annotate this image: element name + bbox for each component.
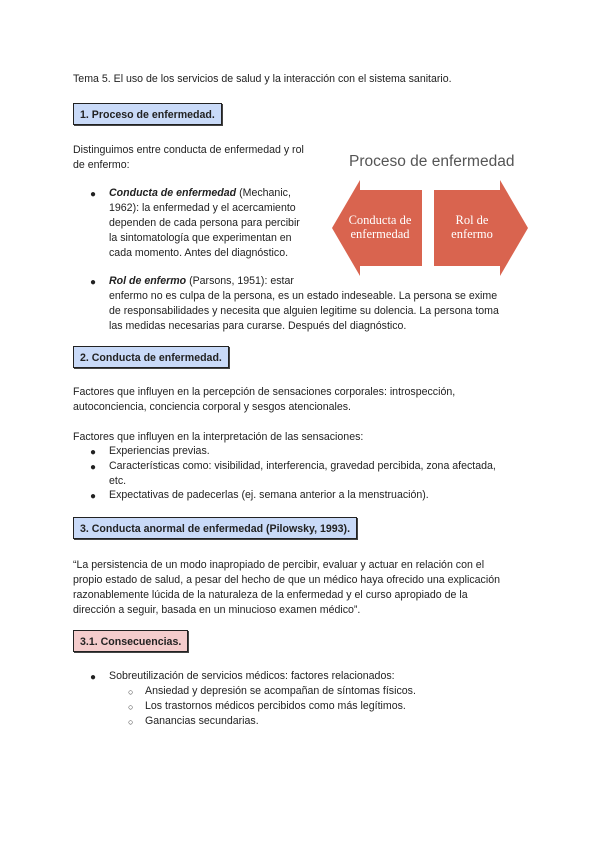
- section-3-1-heading: 3.1. Consecuencias.: [73, 630, 188, 652]
- s3-quote-line-3: razonablemente lúcida de la naturaleza de la enfermedad y el curso apropiado de la: [73, 589, 468, 601]
- b1-line-1: (Mechanic,: [236, 187, 291, 199]
- b2-line-4: las medidas necesarias para curarse. Después del diagnóstico.: [109, 320, 407, 332]
- section-2-heading: 2. Conducta de enfermedad.: [73, 346, 229, 368]
- right-arrow-text-1: Rol de: [455, 213, 489, 227]
- s2-bullet-2-line-2: etc.: [109, 475, 127, 487]
- s2-bullet-3: Expectativas de padecerlas (ej. semana anterior a la menstruación).: [109, 489, 429, 501]
- b2-term: Rol de enfermo: [109, 275, 187, 287]
- b1-line-2: 1962): la enfermedad y el acercamiento: [109, 202, 296, 214]
- left-arrow-text-1: Conducta de: [348, 213, 412, 227]
- b2-line-1: (Parsons, 1951): estar: [186, 275, 294, 287]
- bullet-dot: ●: [90, 672, 97, 683]
- b1-line-5: cada momento. Antes del diagnóstico.: [109, 247, 289, 259]
- s2-bullet-2-line-1: Características como: visibilidad, interferencia, gravedad percibida, zona afectada,: [109, 460, 496, 472]
- right-arrow-text-2: enfermo: [451, 227, 493, 241]
- bullet-dot: ●: [90, 491, 97, 502]
- sub-bullet-circle: ○: [128, 702, 134, 712]
- s2-p1-line-2: autoconciencia, conciencia corporal y sesgos atencionales.: [73, 401, 351, 413]
- s3-quote-line-4: dirección a seguir, basada en un minucioso examen médico”.: [73, 604, 361, 616]
- s2-bullet-1: Experiencias previas.: [109, 445, 210, 457]
- s1-intro-line-1: Distinguimos entre conducta de enfermedad y rol: [73, 144, 304, 156]
- bullet-dot: ●: [90, 277, 97, 288]
- sub-bullet-circle: ○: [128, 687, 134, 697]
- s2-p2: Factores que influyen en la interpretación de las sensaciones:: [73, 431, 364, 443]
- s1-bullet-1: [109, 186, 313, 261]
- s2-p1-line-1: Factores que influyen en la percepción de sensaciones corporales: introspección,: [73, 386, 456, 398]
- s31-sub-3: Ganancias secundarias.: [145, 715, 259, 727]
- section-1-heading: 1. Proceso de enfermedad.: [73, 103, 222, 125]
- s3-quote-line-2: propio estado de salud, a pesar del hecho de que un médico haya ofrecido una explicación: [73, 574, 500, 586]
- b1-line-4: la sintomatología que experimentan en: [109, 232, 292, 244]
- b2-line-3: de responsabilidades y necesita que alguien legitime su dolencia. La persona toma: [109, 305, 499, 317]
- bullet-dot: ●: [90, 447, 97, 458]
- document-title: Tema 5. El uso de los servicios de salud y la interacción con el sistema sanitario.: [73, 73, 452, 85]
- s3-quote-line-1: “La persistencia de un modo inapropiado de percibir, evaluar y actuar en relación con el: [73, 559, 485, 571]
- section-3-heading: 3. Conducta anormal de enfermedad (Pilowsky, 1993).: [73, 517, 357, 539]
- left-arrow-text-2: enfermedad: [350, 227, 410, 241]
- s1-bullet-2: [109, 274, 527, 334]
- bullet-dot: ●: [90, 189, 97, 200]
- b1-term: Conducta de enfermedad: [109, 187, 237, 199]
- sub-bullet-circle: ○: [128, 717, 134, 727]
- process-diagram: [332, 180, 528, 276]
- s31-sub-1: Ansiedad y depresión se acompañan de síntomas físicos.: [145, 685, 416, 697]
- s31-bullet-1: Sobreutilización de servicios médicos: factores relacionados:: [109, 670, 395, 682]
- s31-sub-2: Los trastornos médicos percibidos como más legítimos.: [145, 700, 406, 712]
- s1-intro-line-2: de enfermo:: [73, 159, 130, 171]
- diagram-title: Proceso de enfermedad: [349, 153, 515, 170]
- bullet-dot: ●: [90, 462, 97, 473]
- b1-line-3: dependen de cada persona para percibir: [109, 217, 300, 229]
- b2-line-2: enfermo no es culpa de la persona, es un estado indeseable. La persona se exime: [109, 290, 498, 302]
